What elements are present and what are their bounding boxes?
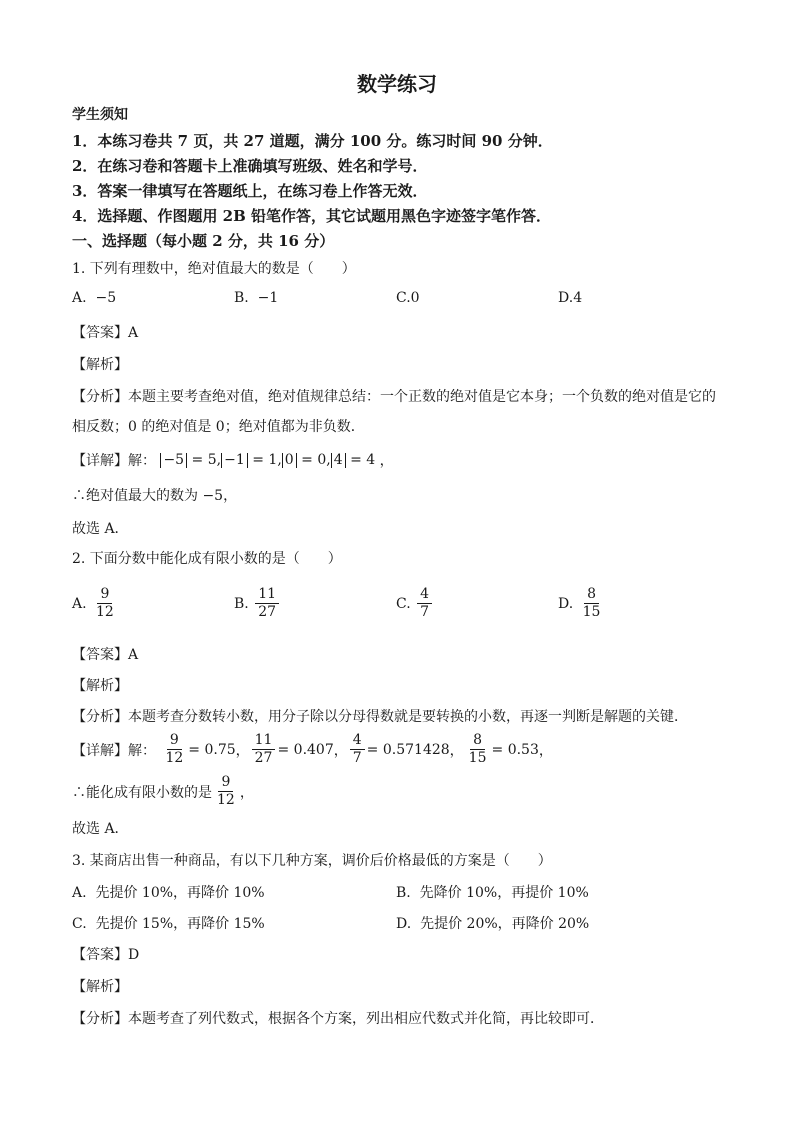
notice-item-2: 2．在练习卷和答题卡上准确填写班级、姓名和学号． <box>72 157 428 175</box>
page-title: 数学练习 <box>357 72 437 96</box>
q1-fenxi-continued: 相反数；0 的绝对值是 0；绝对值都为非负数． <box>72 419 365 435</box>
section-heading: 一、选择题（每小题 2 分，共 16 分） <box>72 232 335 250</box>
q2-choose: 故选 A． <box>72 821 129 837</box>
q3-option-a: A. 先提价 10%，再降价 10% <box>72 885 265 901</box>
q3-answer: 【答案】D <box>72 947 140 963</box>
q1-xiangjie: 【详解】 解： −5 = 5 , −1 = 1 , 0 = 0 , 4 = 4 ， <box>72 451 394 469</box>
question-2-stem: 2. 下面分数中能化成有限小数的是（ ） <box>72 551 342 567</box>
q1-conclusion: ∴绝对值最大的数为 −5， <box>72 488 238 504</box>
q1-option-d: D.4 <box>558 290 583 306</box>
q2-conclusion: ∴能化成有限小数的是 $\frac{9}{12}$ ， <box>72 774 254 808</box>
q2-option-d: D. $\frac{8}{15}$ <box>558 586 601 620</box>
q1-fenxi: 【分析】本题主要考查绝对值，绝对值规律总结：一个正数的绝对值是它本身；一个负数的绝对值是它的 <box>72 389 716 405</box>
q3-option-d: D. 先提价 20%，再降价 20% <box>396 916 590 932</box>
notice-item-3: 3．答案一律填写在答题纸上，在练习卷上作答无效． <box>72 182 428 200</box>
notice-heading: 学生须知 <box>72 107 128 123</box>
q2-option-a: A. $\frac{9}{12}$ <box>72 586 114 620</box>
q1-option-a: A. −5 <box>72 290 117 306</box>
q2-fenxi: 【分析】本题考查分数转小数，用分子除以分母得数就是要转换的小数，再逐一判断是解题的关键． <box>72 709 688 725</box>
q2-option-b: B. $\frac{11}{27}$ <box>234 586 281 621</box>
q2-xiangjie: 【详解】 解： $\frac{9}{12}$ = 0.75 ， $\frac{11}{27}$ = 0.407 ， $\frac{4}{7}$ = 0.571428 ， $\frac{8}{15}$ = 0.53 ， <box>72 732 553 766</box>
q3-fenxi: 【分析】本题考查了列代数式，根据各个方案，列出相应代数式并化简，再比较即可． <box>72 1011 604 1027</box>
q2-answer: 【答案】A <box>72 647 139 663</box>
q2-analysis-tag: 【解析】 <box>72 678 128 694</box>
q1-analysis-tag: 【解析】 <box>72 357 128 373</box>
q1-option-c: C.0 <box>396 290 420 306</box>
q1-choose: 故选 A． <box>72 521 129 537</box>
q2-option-c: C. $\frac{4}{7}$ <box>396 586 434 621</box>
q3-option-b: B. 先降价 10%，再提价 10% <box>396 885 589 901</box>
notice-item-1: 1．本练习卷共 7 页，共 27 道题，满分 100 分。练习时间 90 分钟． <box>72 132 553 150</box>
q1-option-b: B. −1 <box>234 290 279 306</box>
q3-option-c: C. 先提价 15%，再降价 15% <box>72 916 265 932</box>
q1-answer: 【答案】A <box>72 325 139 341</box>
notice-item-4: 4．选择题、作图题用 2B 铅笔作答，其它试题用黑色字迹签字笔作答． <box>72 207 551 225</box>
question-3-stem: 3. 某商店出售一种商品，有以下几种方案，调价后价格最低的方案是（ ） <box>72 853 552 869</box>
question-1-stem: 1. 下列有理数中，绝对值最大的数是（ ） <box>72 261 356 277</box>
q3-analysis-tag: 【解析】 <box>72 979 128 995</box>
